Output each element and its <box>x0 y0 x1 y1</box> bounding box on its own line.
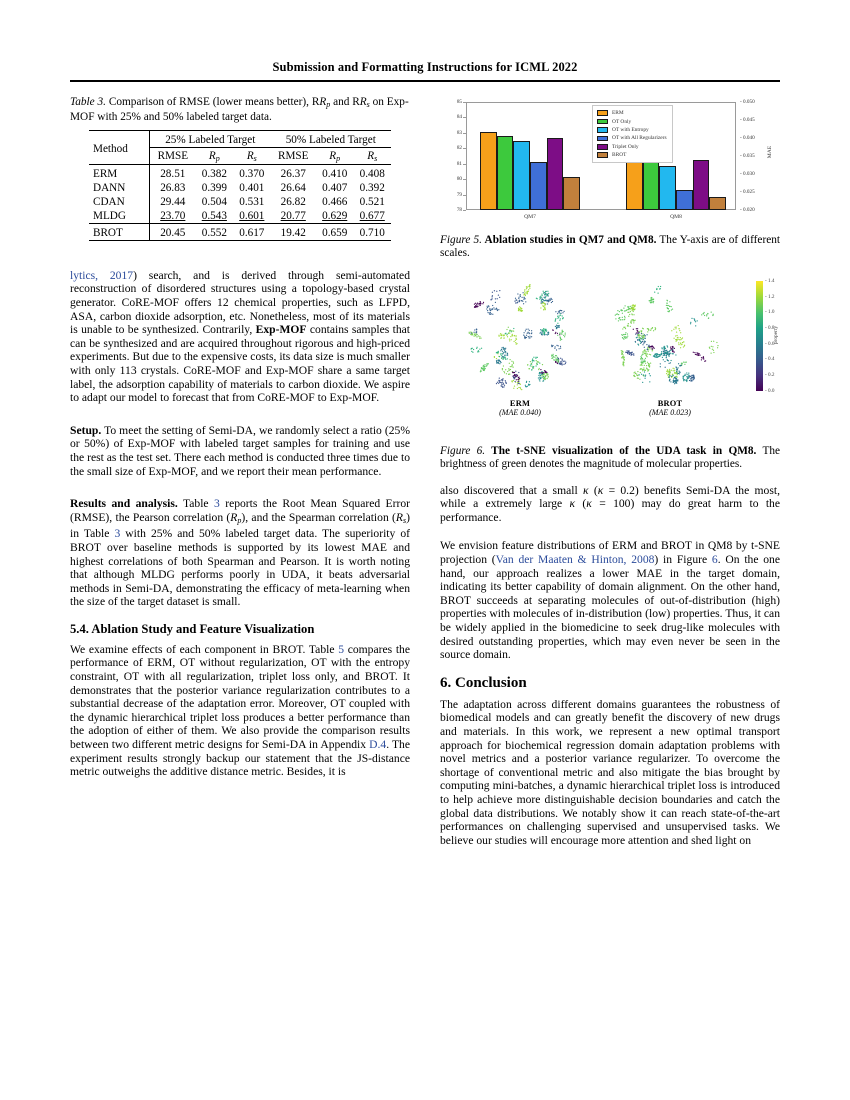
legend-item <box>597 109 667 117</box>
table3-cell-method: MLDG <box>93 209 126 222</box>
table3-caption-rp-sub: p <box>326 100 331 109</box>
chart-left-tick: 81 <box>456 160 462 167</box>
figure-ref-6[interactable]: 6 <box>711 553 718 566</box>
legend-item <box>597 117 667 125</box>
table-ref-3a[interactable]: 3 <box>214 497 220 511</box>
legend-swatch <box>597 119 608 125</box>
figure-6 <box>440 273 780 472</box>
chart-bar <box>563 177 580 210</box>
table3-cell: 0.629 <box>322 209 348 222</box>
chart-bar <box>709 197 726 210</box>
table-row <box>89 164 391 181</box>
figure-6-caption <box>440 445 780 472</box>
colorbar-title: property <box>773 325 779 344</box>
tsne-visualization <box>440 273 780 425</box>
table3-cell: 0.543 <box>201 209 227 222</box>
chart-right-tick: - 0.025 <box>740 189 755 195</box>
chart-x-tick-label: QM7 <box>524 214 536 220</box>
table3-cell: 0.370 <box>239 167 265 180</box>
table3-cell: 0.531 <box>239 195 265 208</box>
table3-cell-method: BROT <box>93 226 123 239</box>
colorbar <box>756 281 763 391</box>
chart-right-tick: - 0.050 <box>740 99 755 105</box>
table3-cell-method: CDAN <box>93 195 125 208</box>
colorbar-tick-label: - 1.2 <box>765 293 775 300</box>
running-head: Submission and Formatting Instructions for ICML 2022 <box>272 60 578 74</box>
chart-right-tick: - 0.020 <box>740 207 755 213</box>
table3-subheader-rs-25: $R_s$ <box>246 149 257 163</box>
colorbar-tick-label: - 0.4 <box>765 356 775 363</box>
table3-cell: 26.83 <box>150 181 196 195</box>
ablation-bar-chart <box>440 96 780 228</box>
section-heading-5-4: 5.4. Ablation Study and Feature Visualization <box>70 621 315 636</box>
table3-cell: 20.45 <box>150 223 196 240</box>
section-heading-6: 6. Conclusion <box>440 674 527 691</box>
table3-cell: 0.410 <box>322 167 348 180</box>
colorbar-tick-label: - 0.2 <box>765 372 775 379</box>
chart-bar <box>547 138 564 210</box>
figure-5 <box>440 96 780 261</box>
table3-cell-method: DANN <box>93 181 126 194</box>
table3-caption-tail: on Exp-MOF with 25% and 50% labeled target data. <box>70 96 409 124</box>
chart-right-tick: - 0.040 <box>740 135 755 141</box>
table3-cell: 0.710 <box>359 226 385 239</box>
tsne-scatter-svg <box>440 273 780 405</box>
table3-cell: 0.382 <box>201 167 227 180</box>
table3-caption-rs-sub: s <box>366 100 370 109</box>
colorbar-tick-label: - 1.0 <box>765 309 775 316</box>
table3-subheader-rs-50: $R_s$ <box>367 149 378 163</box>
table3-header-method: Method <box>93 142 128 155</box>
setup-runin-heading: Setup. <box>70 423 102 437</box>
figure-5-caption-rest: The Y-axis are of different scales. <box>440 234 781 260</box>
table3-cell: 0.601 <box>239 209 265 222</box>
results-paragraph: Results and analysis. Table 3 reports the Root Mean Squared Error (RMSE), the Pearson correlation $(R_p)$, and the Spearman correlation $(R_s)$ in Table 3 with 25% and 50% labeled target data. The superiority of BROT over baseline methods is supported by its lowest MAE and highest correlations of both Spearman and Pearson. It is worth noting that although MLDG performs poorly in UDA, it beats adversarial methods in Semi-DA, demonstrating the efficacy of meta-learning when the size of the target dataset is small. <box>70 497 411 609</box>
chart-left-tick: 80 <box>456 176 462 183</box>
results-runin-heading: Results and analysis. <box>70 497 178 511</box>
chart-left-tick: 78 <box>456 207 462 213</box>
table3-group-header-row <box>89 130 391 149</box>
table3-caption-rp: R <box>319 96 327 108</box>
citation-link-maaten[interactable]: Van der Maaten & Hinton, 2008 <box>495 553 655 566</box>
table3-cell: 0.504 <box>201 195 227 208</box>
legend-label: OT with All Regularizers <box>612 135 667 142</box>
legend-label: OT Only <box>612 118 632 125</box>
table3-cell: 0.677 <box>359 209 385 222</box>
chart-bar <box>643 161 660 210</box>
table3-cell: 0.552 <box>201 226 227 239</box>
table-ref-5[interactable]: 5 <box>338 642 344 656</box>
chart-left-tick: 85 <box>456 99 462 105</box>
chart-bar <box>530 162 547 210</box>
chart-legend <box>592 105 673 163</box>
chart-left-tick: 79 <box>456 191 462 198</box>
table3-caption-rs: R <box>359 96 367 108</box>
table3-cell-method: ERM <box>93 167 118 180</box>
legend-item <box>597 126 667 134</box>
figure-6-caption-bold: The t-SNE visualization of the UDA task in QM8. <box>485 444 757 457</box>
colorbar-tick-label: - 1.4 <box>765 277 775 284</box>
legend-swatch <box>597 127 608 133</box>
chart-right-tick: - 0.030 <box>740 171 755 177</box>
right-paragraph-2: We envision feature distributions of ERM and BROT in QM8 by t-SNE projection (Van der Maaten & Hinton, 2008) in Figure 6. On the one hand, our approach realizes a lower MAE in the target domain, indicating its better capability of domain alignment. On the other hand, BROT succeeds at separating molecules of out-of-distribution (high) properties with molecules of in-distribution (low) properties. Thus, it can be widely applied in the biomedicine to seek drug-like molecules with desired outstanding properties, which may even never be seen in the source domain. <box>440 539 780 662</box>
chart-bar <box>693 160 710 210</box>
table3-cell: 0.408 <box>359 167 385 180</box>
figure-6-caption-rest: The brightness of green denotes the magnitude of molecular properties. <box>440 444 781 471</box>
table3-caption-text: Comparison of RMSE (lower means better), R <box>106 96 320 108</box>
legend-swatch <box>597 136 608 142</box>
citation-link[interactable]: lytics, 2017 <box>70 268 134 282</box>
table3-cell: 0.617 <box>239 226 265 239</box>
table3 <box>89 130 391 243</box>
legend-item <box>597 143 667 151</box>
table3-cell: 28.51 <box>150 164 196 181</box>
chart-bar <box>513 141 530 210</box>
chart-left-tick: 83 <box>456 129 462 136</box>
table3-cell: 19.42 <box>280 226 306 239</box>
left-paragraph-1: lytics, 2017) search, and is derived through semi-automated reconstruction of disordered structures using a topology-based crystal generator. CoRE-MOF offers 12 chemical properties, such as LFPD, ASA, carbon dioxide adsorption, etc. Nonetheless, most of its materials is unable to be synthesized. Contrarily, Exp-MOF contains samples that can be synthesized and are acquired throughout rigorous and high-priced experiments. But due to the expensive costs, its data size is much smaller with only 113 crystals. CoRE-MOF and Exp-MOF share a same target label, the adsorption capability of materials to carbon dioxide. We aspire to adapt our model to forecast that from CoRE-MOF to Exp-MOF. <box>70 268 411 405</box>
table3-group-header-50: 50% Labeled Target <box>271 130 391 149</box>
colorbar-tick-label: - 0.8 <box>765 324 775 331</box>
table3-cell: 0.659 <box>322 226 348 239</box>
chart-bar <box>676 190 693 210</box>
chart-bar <box>480 132 497 210</box>
chart-left-tick: 82 <box>456 145 462 152</box>
table3-cell: 23.70 <box>150 209 196 224</box>
ablation-paragraph: We examine effects of each component in BROT. Table 5 compares the performance of ERM, OT without regularization, OT with the entropy constraint, OT with all regularization, triplet loss only, and BROT. It demonstrates that the posterior variance regularization contributes to a substantial decrease of the adaptation error. Moreover, OT coupled with the dynamic hierarchical triplet loss produces a better performance than the adoption of either of them. We also provide the comparison results between two different metric designs for Semi-DA in Appendix D.4. The experiment results strongly backup our statement that the JS-distance metric outweighs the additive distance metric. Besides, it is <box>70 642 410 779</box>
tsne-point-cloud <box>469 284 567 390</box>
chart-left-tick: 84 <box>456 114 462 121</box>
table3-cell: 0.466 <box>322 195 348 208</box>
table3-caption <box>70 96 410 125</box>
colorbar-tick-label: - 0.0 <box>765 387 775 394</box>
table-row <box>89 209 391 224</box>
legend-label: Triplet Only <box>612 143 639 150</box>
legend-swatch <box>597 144 608 150</box>
appendix-ref-d4[interactable]: D.4 <box>369 738 387 752</box>
chart-right-axis-title: MAE <box>767 145 773 159</box>
tsne-panel-label-brot: BROT (MAE 0.023) <box>649 398 691 417</box>
setup-paragraph: Setup. To meet the setting of Semi-DA, we randomly select a ratio (25% or 50%) of Exp-MOF with labeled target samples for training and use the rest as the test set. There each method is conducted three times due to the small size of Exp-MOF, and we report their mean performance. <box>70 423 410 478</box>
table3-cell: 0.392 <box>359 181 385 194</box>
legend-item <box>597 151 667 159</box>
table-ref-3b[interactable]: 3 <box>114 527 121 541</box>
table3-cell: 26.37 <box>280 167 306 180</box>
table3-caption-label: Table 3. <box>70 96 106 108</box>
legend-label: ERM <box>612 110 624 117</box>
right-column <box>440 96 780 856</box>
table-row <box>89 223 391 240</box>
chart-right-tick: - 0.035 <box>740 153 755 159</box>
chart-bar <box>497 136 514 210</box>
table3-subheader-rmse-25: RMSE <box>150 149 196 165</box>
figure-6-caption-label: Figure 6. <box>440 444 486 457</box>
table3-cell: 0.407 <box>322 181 348 194</box>
tsne-panel-label-erm: ERM (MAE 0.040) <box>499 398 541 417</box>
legend-swatch <box>597 152 608 158</box>
figure-5-caption-label: Figure 5. <box>440 234 482 246</box>
chart-bar <box>659 166 676 210</box>
tsne-point-cloud <box>615 286 719 385</box>
table3-cell: 0.521 <box>359 195 385 208</box>
table3-cell: 29.44 <box>150 195 196 209</box>
left-column <box>70 96 410 788</box>
figure-5-caption <box>440 234 780 261</box>
legend-label: BROT <box>612 152 627 159</box>
legend-swatch <box>597 110 608 116</box>
table3-cell: 20.77 <box>280 209 306 222</box>
table-row <box>89 181 391 195</box>
table3-group-header-25: 25% Labeled Target <box>150 130 271 149</box>
colorbar-tick-label: - 0.6 <box>765 340 775 347</box>
table3-cell: 0.399 <box>201 181 227 194</box>
chart-right-tick: - 0.045 <box>740 117 755 123</box>
figure-5-caption-bold: Ablation studies in QM7 and QM8. <box>481 234 657 246</box>
legend-item <box>597 134 667 142</box>
table3-subheader-rp-25: $R_p$ <box>208 149 220 163</box>
chart-x-tick-label: QM8 <box>670 214 682 220</box>
legend-label: OT with Entropy <box>612 126 649 133</box>
table-row <box>89 195 391 209</box>
conclusion-paragraph: The adaptation across different domains guarantees the robustness of biomedical models and can greatly benefit the discovery of new drugs and materials. In this work, we represent a new optimal transport approach for biochemical regression domain adaptation problems with novel metrics and a posterior variance regularizer. To overcome the shortage of conventional metric and also mitigate the bias brought by computing mini-batches, a dynamic hierarchical triplet loss is introduced to help achieve more distinguishable decision boundaries and catch the global data distributions. We notably show it can reach state-of-the-art performances on challenging supervised and unsupervised tasks. We believe our studies will encourage more attention and shed light on <box>440 697 780 847</box>
table3-cell: 0.401 <box>239 181 265 194</box>
table3-subheader-rmse-50: RMSE <box>278 150 309 163</box>
header-rule <box>70 80 780 82</box>
right-paragraph-1: also discovered that a small κ (κ = 0.2) benefits Semi-DA the most, while a extremely large κ (κ = 100) may do great harm to the performance. <box>440 483 780 524</box>
table3-cell: 26.82 <box>280 195 306 208</box>
table3-cell: 26.64 <box>280 181 306 194</box>
table3-caption-mid: and R <box>330 96 360 108</box>
table3-subheader-rp-50: $R_p$ <box>329 149 341 163</box>
